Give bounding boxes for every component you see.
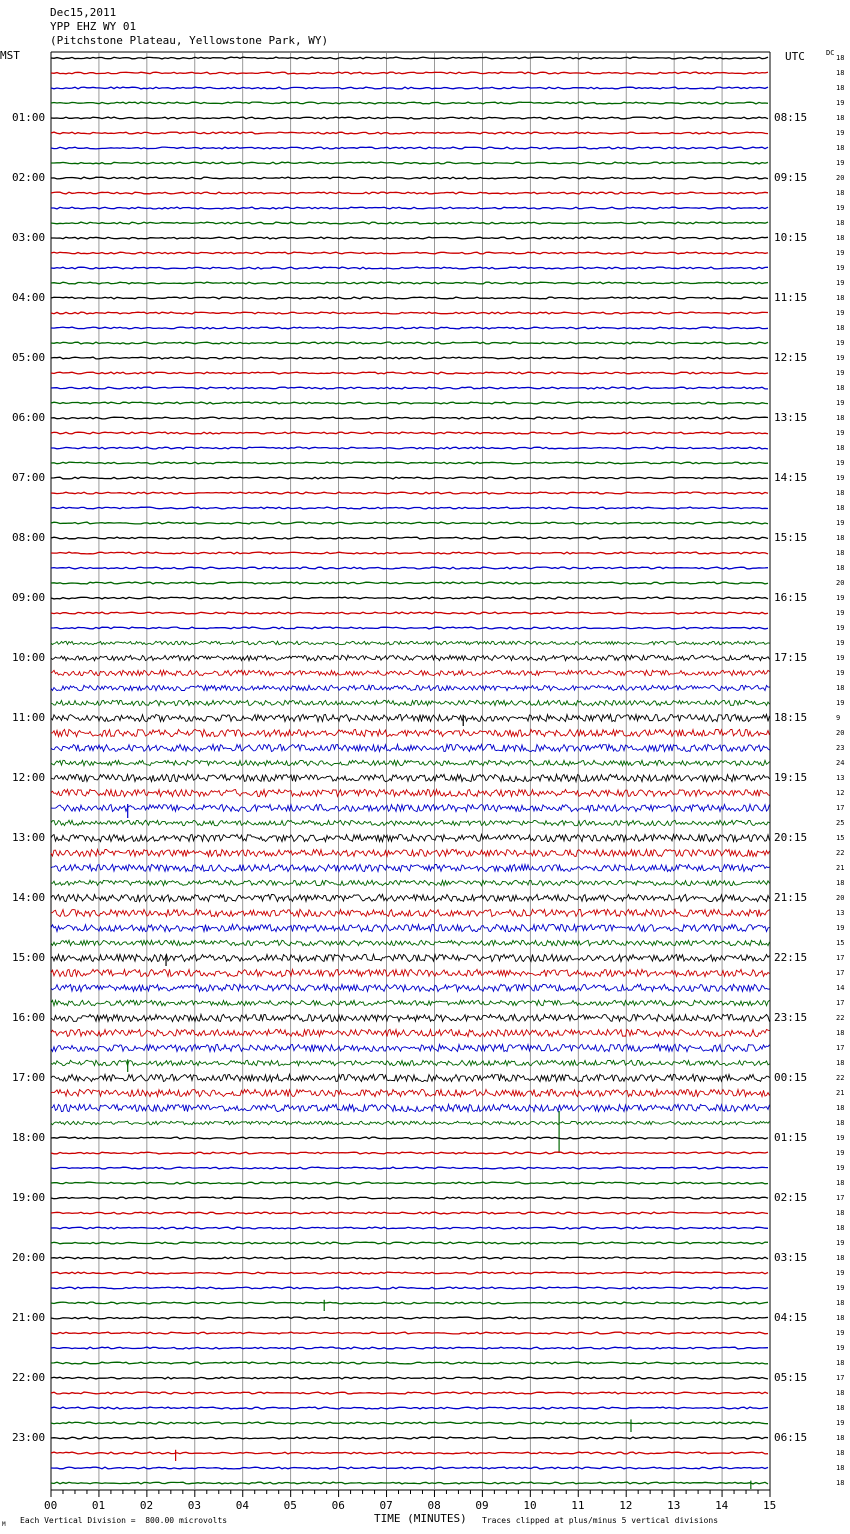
dc-offset-header: DC [826,49,835,57]
dc-offset-value: 18 [836,1434,845,1442]
right-hour-label: 08:15 [774,111,808,124]
trace-row [51,327,768,329]
left-hour-label: 16:00 [12,1011,46,1024]
right-hour-label: 13:15 [774,411,808,424]
right-hour-label: 16:15 [774,591,808,604]
right-hour-label: 15:15 [774,531,808,544]
dc-offset-value: 18 [836,1359,845,1367]
trace-row [51,894,770,901]
dc-offset-value: 18 [836,1404,845,1412]
trace-row [51,192,768,194]
dc-offset-value: 18 [836,444,845,452]
trace-row [51,282,768,284]
dc-offset-value: 18 [836,1389,845,1397]
x-tick-label: 06 [331,1499,345,1512]
trace-row [51,447,768,449]
trace-row [51,1317,768,1319]
dc-offset-value: 19 [836,654,845,662]
dc-offset-value: 19 [836,624,845,632]
dc-offset-value: 18 [836,54,845,62]
dc-offset-value: 25 [836,819,845,827]
trace-row [51,627,768,629]
left-hour-label: 13:00 [12,831,46,844]
trace-row [51,685,770,690]
trace-row [51,267,768,269]
dc-offset-value: 17 [836,999,845,1007]
trace-row [51,849,770,856]
station-title: YPP EHZ WY 01 [50,20,137,33]
corner-mark: M [2,1521,6,1528]
dc-offset-value: 19 [836,519,845,527]
dc-offset-value: 19 [836,1419,845,1427]
dc-offset-value: 19 [836,669,845,677]
trace-row [51,1362,768,1364]
trace-row [51,820,770,825]
dc-offset-value: 13 [836,774,845,782]
trace-row [51,177,768,179]
dc-offset-value: 19 [836,99,845,107]
dc-offset-value: 20 [836,894,845,902]
trace-row [51,87,768,89]
trace-row [51,865,770,872]
x-tick-label: 12 [619,1499,633,1512]
dc-offset-value: 19 [836,429,845,437]
left-hour-label: 17:00 [12,1071,46,1084]
trace-row [51,1422,768,1424]
plot-date: Dec15,2011 [50,6,117,19]
right-hour-label: 05:15 [774,1371,808,1384]
trace-row [51,760,770,765]
dc-offset-value: 24 [836,759,845,767]
dc-offset-value: 19 [836,279,845,287]
dc-offset-value: 18 [836,189,845,197]
left-hour-label: 15:00 [12,951,46,964]
trace-row [51,655,770,660]
trace-row [51,312,768,314]
dc-offset-value: 18 [836,384,845,392]
left-hour-label: 02:00 [12,171,46,184]
trace-row [51,804,770,811]
right-hour-label: 04:15 [774,1311,808,1324]
dc-offset-value: 17 [836,1044,845,1052]
dc-offset-value: 22 [836,849,845,857]
dc-offset-value: 19 [836,609,845,617]
trace-row [51,1074,770,1081]
trace-row [51,1377,768,1379]
dc-offset-value: 12 [836,789,845,797]
trace-row [51,924,770,931]
trace-row [51,1347,768,1349]
left-hour-label: 23:00 [12,1431,46,1444]
dc-offset-value: 18 [836,69,845,77]
scale-note: Each Vertical Division = 800.00 microvolts [20,1516,228,1525]
right-hour-label: 06:15 [774,1431,808,1444]
trace-row [51,834,770,841]
trace-row [51,612,768,614]
dc-offset-value: 19 [836,1149,845,1157]
trace-row [51,1000,770,1005]
trace-row [51,729,770,736]
dc-offset-value: 17 [836,1194,845,1202]
dc-offset-value: 23 [836,744,845,752]
dc-offset-value: 18 [836,114,845,122]
trace-row [51,252,768,254]
trace-row [51,969,770,976]
dc-offset-value: 18 [836,1479,845,1487]
dc-offset-value: 22 [836,1014,845,1022]
dc-offset-value: 17 [836,804,845,812]
trace-row [51,940,770,945]
trace-row [51,1257,768,1259]
trace-row [51,1182,768,1184]
trace-row [51,1482,768,1484]
trace-row [51,237,768,239]
dc-offset-value: 19 [836,924,845,932]
dc-offset-value: 18 [836,1254,845,1262]
trace-row [51,222,768,224]
trace-row [51,537,768,539]
trace-row [51,1089,770,1096]
dc-offset-value: 22 [836,1074,845,1082]
dc-offset-value: 18 [836,1179,845,1187]
trace-row [51,909,770,916]
dc-offset-value: 18 [836,489,845,497]
trace-row [51,744,770,751]
right-hour-label: 10:15 [774,231,808,244]
trace-row [51,1121,770,1125]
dc-offset-value: 18 [836,144,845,152]
trace-row [51,880,770,885]
trace-row [51,1044,770,1051]
dc-offset-value: 18 [836,1104,845,1112]
trace-row [51,1227,768,1229]
trace-row [51,714,770,721]
dc-offset-value: 19 [836,1329,845,1337]
trace-row [51,1332,768,1334]
dc-offset-value: 19 [836,309,845,317]
trace-row [51,567,768,569]
dc-offset-value: 21 [836,864,845,872]
right-hour-label: 19:15 [774,771,808,784]
dc-offset-value: 18 [836,219,845,227]
trace-row [51,417,768,419]
trace-row [51,641,770,645]
trace-row [51,402,768,404]
trace-row [51,552,768,554]
dc-offset-value: 20 [836,729,845,737]
left-hour-label: 20:00 [12,1251,46,1264]
trace-row [51,1437,768,1439]
dc-offset-value: 18 [836,1029,845,1037]
dc-offset-value: 18 [836,1209,845,1217]
left-timezone-label: MST [0,49,20,62]
right-hour-label: 17:15 [774,651,808,664]
trace-row [51,1152,768,1154]
x-tick-label: 14 [715,1499,729,1512]
dc-offset-value: 19 [836,1239,845,1247]
trace-row [51,1014,770,1021]
dc-offset-value: 18 [836,294,845,302]
dc-offset-value: 18 [836,324,845,332]
left-hour-label: 21:00 [12,1311,46,1324]
right-hour-label: 11:15 [774,291,808,304]
left-hour-label: 08:00 [12,531,46,544]
trace-row [51,1212,768,1214]
right-hour-label: 01:15 [774,1131,808,1144]
trace-row [51,507,768,509]
dc-offset-value: 19 [836,1269,845,1277]
dc-offset-value: 18 [836,1224,845,1232]
x-tick-label: 10 [523,1499,537,1512]
dc-offset-value: 18 [836,1449,845,1457]
dc-offset-value: 19 [836,399,845,407]
dc-offset-value: 18 [836,414,845,422]
dc-offset-value: 19 [836,354,845,362]
left-hour-label: 18:00 [12,1131,46,1144]
dc-offset-value: 20 [836,579,845,587]
dc-offset-value: 18 [836,234,845,242]
trace-row [51,1392,768,1394]
right-hour-label: 12:15 [774,351,808,364]
trace-row [51,1167,768,1169]
right-hour-label: 00:15 [774,1071,808,1084]
right-hour-label: 20:15 [774,831,808,844]
left-hour-label: 01:00 [12,111,46,124]
right-timezone-label: UTC [785,50,805,63]
left-hour-label: 04:00 [12,291,46,304]
left-hour-label: 12:00 [12,771,46,784]
trace-row [51,147,768,149]
dc-offset-value: 19 [836,1134,845,1142]
dc-offset-value: 20 [836,174,845,182]
trace-row [51,372,768,374]
dc-offset-value: 18 [836,1464,845,1472]
x-tick-label: 09 [475,1499,489,1512]
trace-row [51,462,768,464]
trace-row [51,57,768,59]
trace-row [51,1060,770,1065]
dc-offset-value: 18 [836,549,845,557]
left-hour-label: 11:00 [12,711,46,724]
dc-offset-value: 18 [836,684,845,692]
dc-offset-value: 19 [836,459,845,467]
trace-row [51,297,768,299]
x-tick-label: 05 [283,1499,297,1512]
trace-row [51,1302,768,1304]
trace-row [51,789,770,796]
trace-row [51,582,768,584]
dc-offset-value: 19 [836,1284,845,1292]
dc-offset-value: 18 [836,1059,845,1067]
x-tick-label: 11 [571,1499,585,1512]
left-hour-label: 05:00 [12,351,46,364]
trace-row [51,357,768,359]
trace-row [51,774,770,781]
dc-offset-value: 18 [836,879,845,887]
x-tick-label: 02 [139,1499,154,1512]
clip-note: Traces clipped at plus/minus 5 vertical divisions [482,1516,719,1525]
dc-offset-value: 19 [836,369,845,377]
trace-row [51,954,770,961]
dc-offset-value: 19 [836,699,845,707]
x-tick-label: 03 [187,1499,202,1512]
trace-row [51,162,768,164]
x-tick-label: 00 [44,1499,58,1512]
left-hour-label: 09:00 [12,591,46,604]
dc-offset-value: 19 [836,594,845,602]
dc-offset-value: 17 [836,954,845,962]
trace-row [51,1197,768,1199]
dc-offset-value: 19 [836,159,845,167]
dc-offset-value: 9 [836,714,841,722]
dc-offset-value: 18 [836,504,845,512]
dc-offset-value: 19 [836,474,845,482]
trace-row [51,132,768,134]
right-hour-label: 14:15 [774,471,808,484]
left-hour-label: 14:00 [12,891,46,904]
dc-offset-value: 14 [836,984,845,992]
x-tick-label: 07 [379,1499,393,1512]
trace-row [51,1407,768,1409]
dc-offset-value: 17 [836,1374,845,1382]
trace-row [51,670,770,675]
trace-row [51,387,768,389]
right-hour-label: 18:15 [774,711,808,724]
x-tick-label: 04 [235,1499,249,1512]
dc-offset-value: 19 [836,639,845,647]
trace-row [51,492,768,494]
right-hour-label: 02:15 [774,1191,808,1204]
dc-offset-value: 18 [836,1314,845,1322]
dc-offset-value: 19 [836,264,845,272]
dc-offset-value: 15 [836,834,845,842]
dc-offset-value: 13 [836,909,845,917]
station-location: (Pitchstone Plateau, Yellowstone Park, WY) [50,34,329,47]
trace-row [51,1104,770,1111]
dc-offset-value: 19 [836,339,845,347]
trace-row [51,1467,768,1469]
trace-row [51,1137,768,1139]
x-tick-label: 01 [91,1499,106,1512]
dc-offset-value: 18 [836,564,845,572]
trace-row [51,342,768,344]
left-hour-label: 22:00 [12,1371,46,1384]
dc-offset-value: 15 [836,939,845,947]
trace-row [51,207,768,209]
dc-offset-value: 18 [836,84,845,92]
right-hour-label: 03:15 [774,1251,808,1264]
x-axis-title: TIME (MINUTES) [374,1512,467,1525]
dc-offset-value: 17 [836,969,845,977]
trace-row [51,1242,768,1244]
x-tick-label: 13 [667,1499,681,1512]
trace-row [51,1272,768,1274]
trace-row [51,700,770,705]
dc-offset-value: 21 [836,1089,845,1097]
dc-offset-value: 18 [836,1119,845,1127]
right-hour-label: 21:15 [774,891,808,904]
dc-offset-value: 19 [836,129,845,137]
left-hour-label: 07:00 [12,471,46,484]
dc-offset-value: 19 [836,204,845,212]
dc-offset-value: 18 [836,1299,845,1307]
trace-row [51,1452,768,1454]
trace-row [51,597,768,599]
right-hour-label: 23:15 [774,1011,808,1024]
trace-row [51,984,770,991]
trace-row [51,1287,768,1289]
trace-row [51,432,768,434]
dc-offset-value: 19 [836,1164,845,1172]
left-hour-label: 10:00 [12,651,46,664]
trace-row [51,102,768,104]
trace-row [51,522,768,524]
dc-offset-value: 18 [836,534,845,542]
x-tick-label: 15 [763,1499,777,1512]
left-hour-label: 19:00 [12,1191,46,1204]
x-tick-label: 08 [427,1499,441,1512]
trace-row [51,72,768,74]
left-hour-label: 06:00 [12,411,46,424]
dc-offset-value: 19 [836,249,845,257]
right-hour-label: 22:15 [774,951,808,964]
left-hour-label: 03:00 [12,231,46,244]
right-hour-label: 09:15 [774,171,808,184]
trace-row [51,1029,770,1036]
dc-offset-value: 19 [836,1344,845,1352]
trace-row [51,477,768,479]
trace-row [51,117,768,119]
